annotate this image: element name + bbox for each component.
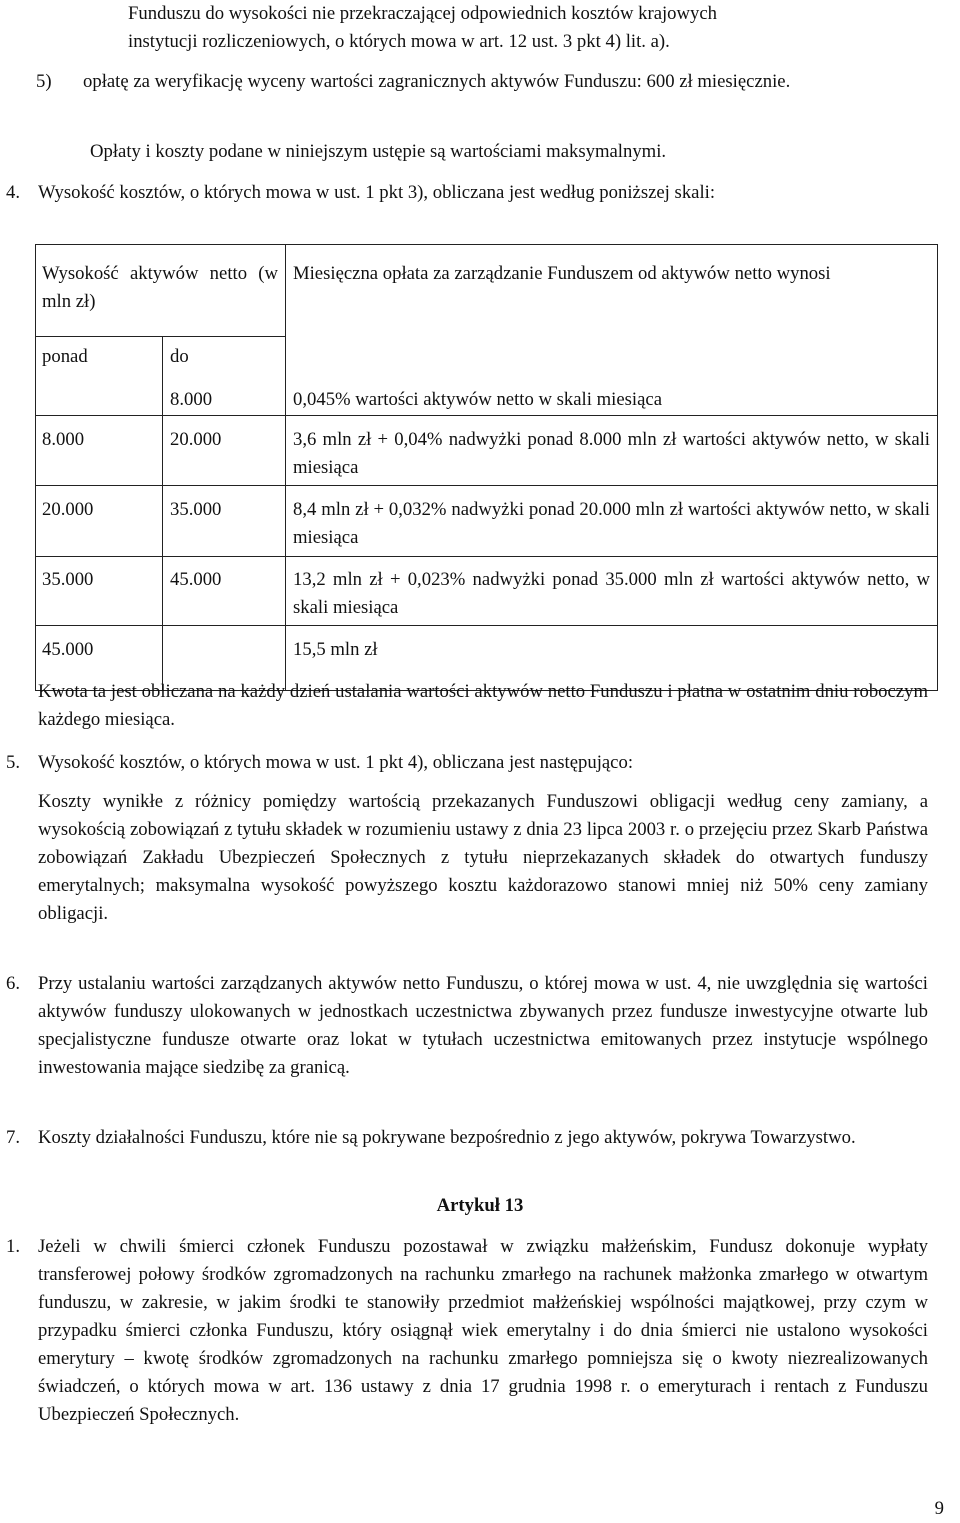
row-2-to: 20.000 <box>170 429 222 450</box>
after-table-text: Kwota ta jest obliczana na każdy dzień ustalania wartości aktywów netto Funduszu i płatna w ostatnim dniu roboczym każdego miesiąca. <box>38 681 928 730</box>
paragraph-text: Wysokość kosztów, o których mowa w ust. 1 pkt 3), obliczana jest według poniższej skali: <box>38 182 716 203</box>
paragraph-text: Koszty działalności Funduszu, które nie są pokrywane bezpośrednio z jego aktywów, pokrywa Towarzystwo. <box>38 1127 856 1148</box>
paragraph-5 <box>6 749 928 777</box>
continuation-line-1: Funduszu do wysokości nie przekraczającej odpowiednich kosztów krajowych <box>128 3 718 24</box>
list-item-text: opłatę za weryfikację wyceny wartości zagranicznych aktywów Funduszu: 600 zł miesięcznie. <box>83 71 791 92</box>
continuation-line-2: instytucji rozliczeniowych, o których mowa w art. 12 ust. 3 pkt 4) lit. a). <box>128 31 670 52</box>
note-line: Opłaty i koszty podane w niniejszym ustępie są wartościami maksymalnymi. <box>90 141 667 162</box>
header-from: ponad <box>42 346 88 367</box>
header-fee: Miesięczna opłata za zarządzanie Funduszem od aktywów netto wynosi <box>293 263 831 284</box>
row-3-to: 35.000 <box>170 499 222 520</box>
paragraph-number: 7. <box>6 1127 21 1148</box>
paragraph-6 <box>6 970 928 1082</box>
header-to: do <box>170 346 189 367</box>
paragraph-4 <box>6 179 928 207</box>
paragraph-text: Przy ustalaniu wartości zarządzanych aktywów netto Funduszu, o której mowa w ust. 4, nie uwzględnia się wartości aktywów funduszy ulokowanych w jednostkach uczestnictwa zbywanych przez fundusze inwestycyjne otwarte lub specjalistyczne fundusze otwarte oraz lokat w tytułach uczestnictwa emitowanych przez instytucje wspólnego inwestowania mające siedzibę za granicą. <box>38 973 928 1078</box>
row-2-from: 8.000 <box>42 429 85 450</box>
paragraph-number: 5. <box>6 752 21 773</box>
paragraph-text: Wysokość kosztów, o których mowa w ust. 1 pkt 4), obliczana jest następująco: <box>38 752 634 773</box>
paragraph-text: Jeżeli w chwili śmierci członek Funduszu pozostawał w związku małżeńskim, Fundusz dokonuje wypłaty transferowej połowy środków zgromadzonych na rachunku zmarłego na rachunek małżonka zmarłego w otwartym funduszu, w zakresie, w jakim środki te stanowiły przedmiot małżeńskiej wspólności majątkowej, przy czym w przypadku śmierci członka Funduszu, który osiągnął wiek emerytalny i do dnia śmierci nie ustalono wysokości emerytury – kwotę środków zgromadzonych na rachunku zmarłego pomniejsza się o kwoty niezrealizowanych świadczeń, o których mowa w art. 136 ustawy z dnia 17 grudnia 1998 r. o emeryturach i rentach z Funduszu Ubezpieczeń Społecznych. <box>38 1236 928 1425</box>
row-2-fee: 3,6 mln zł + 0,04% nadwyżki ponad 8.000 mln zł wartości aktywów netto, w skali miesiąca <box>293 429 930 478</box>
fee-table <box>35 244 938 691</box>
row-3-fee: 8,4 mln zł + 0,032% nadwyżki ponad 20.000 mln zł wartości aktywów netto, w skali miesiąca <box>293 499 930 548</box>
article-13-paragraph-1 <box>6 1233 928 1429</box>
header-assets: Wysokość aktywów netto (w mln zł) <box>42 263 278 312</box>
row-3-from: 20.000 <box>42 499 94 520</box>
paragraph-7 <box>6 1124 928 1152</box>
list-item-number: 5) <box>36 71 52 92</box>
page-number: 9 <box>934 1498 944 1519</box>
row-4-fee: 13,2 mln zł + 0,023% nadwyżki ponad 35.000 mln zł wartości aktywów netto, w skali miesiąca <box>293 569 930 618</box>
row-5-fee: 15,5 mln zł <box>293 639 378 660</box>
row-5-from: 45.000 <box>42 639 94 660</box>
paragraph-number: 4. <box>6 182 21 203</box>
paragraph-number: 6. <box>6 973 21 994</box>
paragraph-5-body: Koszty wynikłe z różnicy pomiędzy wartością przekazanych Funduszowi obligacji według ceny zamiany, a wysokością zobowiązań z tytułu składek w rozumieniu ustawy z dnia 23 lipca 2003 r. o przejęciu przez Skarb Państwa zobowiązań Zakładu Ubezpieczeń Społecznych z tytułu nieprzekazanych składek do otwartych funduszy emerytalnych; maksymalna wysokość powyższego kosztu każdorazowo stanowi mniej niż 50% ceny zamiany obligacji. <box>38 791 928 924</box>
row-1-fee: 0,045% wartości aktywów netto w skali miesiąca <box>293 389 662 410</box>
paragraph-number: 1. <box>6 1236 21 1257</box>
article-title: Artykuł 13 <box>436 1195 524 1216</box>
row-4-to: 45.000 <box>170 569 222 590</box>
row-1-to: 8.000 <box>170 389 213 410</box>
row-4-from: 35.000 <box>42 569 94 590</box>
list-item-5 <box>36 68 928 96</box>
